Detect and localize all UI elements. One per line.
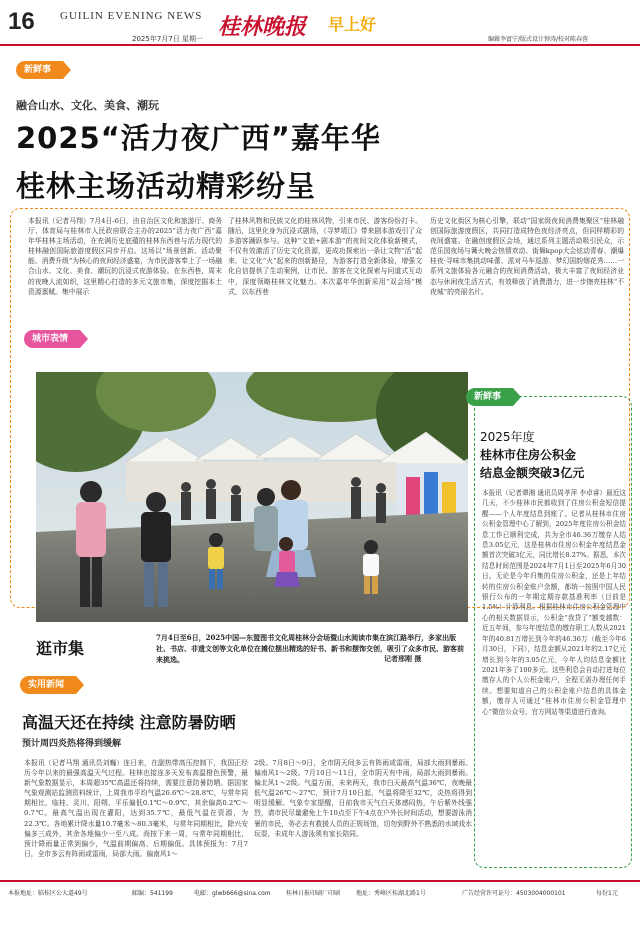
footer-printer-address: 地址：秀峰区桂湖北路1号: [356, 890, 426, 897]
side-headline-3: 结息金额突破3亿元: [480, 466, 585, 480]
heat-headline: 高温天还在持续 注意防暑防晒: [22, 713, 236, 732]
story-kicker: 融合山水、文化、美食、潮玩: [16, 99, 159, 112]
section-tag-shiyong: 实用新闻: [20, 676, 76, 694]
headline-line-1: 2025“活力夜广西”嘉年华: [16, 121, 381, 155]
masthead: [0, 0, 640, 46]
section-tag-xinxianshi-2: 新鲜事: [466, 388, 513, 406]
story-column-3: 历史文化街区为核心引擎，联动“国家级夜间消费集聚区”桂林融创国际旅游度假区，共同打造成特色夜经济亮点，但同样精彩的夜间盛宴。在融创度假区会场，通过系列主题活动吸引民众，示范乐园夜场与篝火晚会热情欢动、街舞kpop大会炫动青春、潮爆桂夜·寻味市集挑动味蕾、派对马车巡游、梦幻国韵烟花秀……一系列文旅体验各元融合的夜间消费活动，极大丰富了夜间经济业态与休闲夜生活方式，有效释放了消费潜力，进一步擦亮桂林“不夜城”的亮丽名片。: [430, 217, 624, 296]
paper-name-en: GUILIN EVENING NEWS: [60, 10, 203, 22]
issue-weekday: 星期一: [182, 35, 203, 43]
photo-caption-title: 逛市集: [36, 639, 85, 658]
story-column-2: 了桂林风物和民族文化的桂林风物，引来市民、游客纷纷打卡。随后，这里化身为沉浸式剧场，《寻梦靖江》带来剧本游戏引了众多游客踊跃参与。这种“文旅+剧本游”的夜间文化体验新模式，不仅有效激活了历史文化资源，更成功探索出一条让文物“活”起来、让文化“火”起来的创新路径，为游客打造全新体验，增强文化自信提供了生动案例，让市民、游客在文化探索与问道式互动中，深度领略桂林文化魅力。本次嘉年华创新采用“双会场”模式，以东西巷: [228, 217, 422, 296]
page-footer: [0, 880, 640, 927]
heat-subheadline: 预计周四炎热将得到缓解: [22, 739, 122, 749]
issue-date: 2025年7月7日: [132, 35, 180, 43]
heat-column-2: 2级。7月8日～9日，全市阴天间多云有阵雨或雷雨，局部大雨到暴雨。偏南风1～2级。7月10日～11日，全市阴天有中雨，局部大雨到暴雨。偏北风1～2级。气温方面，未来两天，我市白天最高气温36℃，夜晚最低气温26℃～27℃，预计7月10日起，气温将降至32℃，炎热将得到明显缓解。气象专家提醒，日前我市天气白天体感闷热，午后紫外线强烈，请市民尽量避免上午10点至下午4点在户外长时间活动，想要游泳消暑的市民，务必去有救援人员的正规场馆，切勿到野外不熟悉的水域戏水玩耍，未成年人游泳须有家长陪同。: [254, 759, 472, 838]
footer-license: 广告经营许可证号：4503004000101: [462, 890, 566, 897]
footer-address: 本报地址：临桂区公大道49号: [8, 890, 88, 897]
heat-column-1: 本报讯（记者马翔 通讯员刘巍）连日来，在副热带高压控制下，我国正经历今年以来的最强高温天气过程。桂林也接连多天发布高温橙色预警，最新气象数据显示，本周超35℃高温还将持续，需要注意防暑防晒。据国家气象观测站监测资料统计，上周我市平均气温26.6℃～28.8℃，与常年同期相比，临桂、灵川、阳朔、平乐偏低0.1℃～0.9℃，其余偏高0.2℃～0.7℃。最高气温出现在灌阳，达到35.7℃，最低气温在资源，为22.3℃。各地累计降水量10.7毫米～80.3毫米，与常年同期相比，除兴安偏多三成外，其余各地偏少一至八成。尚按下来一周，与常年同期相比，预计降雨量正常到偏少，气温前期偏高、后期偏低。具体预报为：7月7日，全市多云有阵雨或雷雨，局部大雨。偏南风1～: [24, 759, 248, 858]
page-number: 16: [8, 8, 35, 35]
market-photo: [36, 372, 468, 622]
footer-email: 电邮：glwb666@sina.com: [194, 890, 271, 897]
story-column-1: 本报讯（记者马翔）7月4日-6日，由自治区文化和旅游厅、商务厅、体育局与桂林市人民政府联合主办的2025“活力夜广西”嘉年华桂林主场活动，在充满历史底蕴的桂林东西巷与活力现代的桂林融创国际旅游度假区同步开启。这场以“场景创新、活动聚能、消费升级”为核心的夜间经济盛宴，为市民游客奉上了一场融合山水、文化、美食、潮玩的沉浸式夜游体验。在东西巷，周末的夜晚人流如织，这里精心打造的多元文旅市集，深度挖掘本土资源禀赋。集中展示: [28, 217, 222, 296]
editors-credit: 编辑李富宁/版式设计钟涛/校对陈春蓉: [488, 36, 589, 43]
side-headline-2: 桂林市住房公积金: [480, 448, 577, 462]
photo-caption-text: 7月4日至6日，2025中国—东盟图书文化周桂林分会场暨山水阅读市集在滨江路举行，多家出版社、书店、非遗文创等文化单位在摊位摆出精选的好书、新书和摆饰交创，吸引了众多市民、游客前来挑选。: [156, 633, 464, 664]
side-headline-1: 2025年度: [480, 430, 535, 444]
newspaper-logo: 桂林晚报: [218, 14, 307, 40]
section-slogan: 早上好: [328, 15, 377, 34]
footer-printer: 桂林日报印刷厂印刷: [286, 890, 341, 897]
footer-postcode: 邮编：541199: [132, 890, 173, 897]
side-story-body: 本报讯（记者谭湘 通讯员周孝萍 李卓睿）最近这几天，不少桂林市民都收到了住房公积金短信提醒——个人年度结息到账了。记者从桂林市住房公积金管理中心了解到，2025年度住房公积金结息工作已顺利完成，共为全市46.36万缴存人结息3.05亿元，这是桂林市住房公积金年度结息金额首次突破3亿元，同比增长8.27%。据悉，本次结息时间范围是2024年7月1日至2025年6月30日。无论是今年归集的住房公积金，还是上年结转的住房公积金账户余额，都统一按照中国人民银行公布的一年期定期存款基准利率（目前是1.5%）计算利息。根据桂林市住房公积金管理中心的相关数据显示，公积金“我贷了”额变越数：近五年间，参与年度结息的缴存职工人数从2021年的40.81万增长到今年的46.36万（截至今年6月30日，下同），结息金额从2021年的2.17亿元增长到今年的3.05亿元，今年人均结息金额比2021年多了100多元。这些利息会自动打进每位缴存人的个人公积金账户，全程无需办理任何手续。想要知道自己的公积金账户结息的具体金额，缴存人可通过“桂林市住房公积金管理中心”微信公众号、官方网站等渠道进行查询。: [482, 489, 626, 716]
footer-price: 每份1元: [596, 890, 618, 897]
section-tag-chengshi: 城市表情: [24, 330, 80, 348]
headline-line-2: 桂林主场活动精彩纷呈: [16, 169, 317, 203]
section-tag-xinxianshi: 新鲜事: [16, 61, 63, 79]
photo-credit: 记者邢刚 摄: [384, 654, 422, 663]
